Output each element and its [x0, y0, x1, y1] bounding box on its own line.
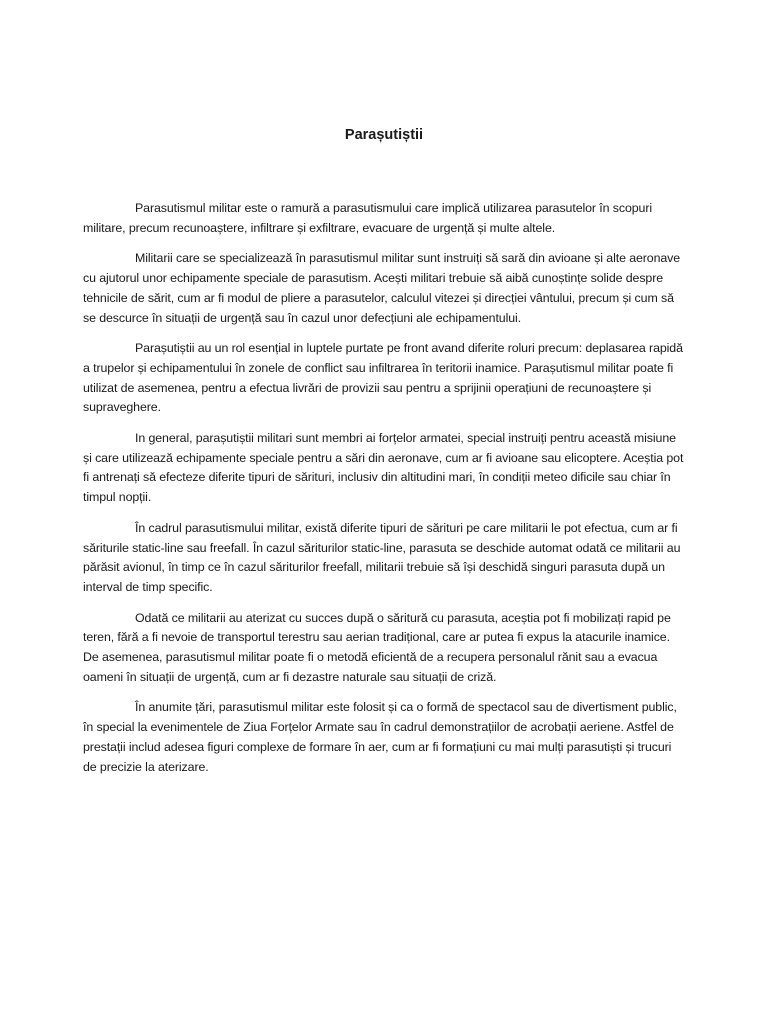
paragraph-2: Militarii care se specializează în parasutismul militar sunt instruiți să sară din avioane și alte aeronave cu ajutorul unor echipamente speciale de parasutism. Acești militari trebuie să aibă cunoștințe solide despre tehnicile de sărit, cum ar fi modul de pliere a parasutelor, calculul vitezei și direcției vântului, precum și cum să se descurce în situații de urgență sau în cazul unor defecțiuni ale echipamentului. — [83, 251, 681, 325]
paragraph-5: În cadrul parasutismului militar, există diferite tipuri de sărituri pe care militarii le pot efectua, cum ar fi săriturile static-line sau freefall. În cazul săriturilor static-line, parasuta se deschide automat odată ce militarii au părăsit avionul, în timp ce în cazul săriturilor freefall, militarii trebuie să își deschidă singuri parasuta după un interval de timp specific. — [83, 520, 681, 594]
document-title: Parașutiștii — [344, 127, 424, 143]
document-body — [83, 199, 687, 788]
paragraph-6: Odată ce militarii au aterizat cu succes după o săritură cu parasuta, aceștia pot fi mobilizați rapid pe teren, fără a fi nevoie de transportul terestru sau aerian tradițional, care ar putea fi expus la atacurile inamice. De asemenea, parasutismul militar poate fi o metodă eficientă de a recupera personalul rănit sau a evacua oameni în situații de urgență, cum ar fi dezastre naturale sau situații de criză. — [83, 610, 671, 684]
paragraph-4: In general, parașutiștii militari sunt membri ai forțelor armatei, special instruiți pentru această misiune și care utilizează echipamente speciale pentru a sări din aeronave, cum ar fi avioane sau elicoptere. Aceștia pot fi antrenați să efecteze diferite tipuri de sărituri, inclusiv din altitudini mari, în condiții meteo dificile sau chiar în timpul nopții. — [83, 431, 684, 505]
paragraph-1: Parasutismul militar este o ramură a parasutismului care implică utilizarea parasutelor în scopuri militare, precum recunoaștere, infiltrare și exfiltrare, evacuare de urgență și multe altele. — [83, 201, 653, 235]
paragraph-3: Parașutiștii au un rol esențial in luptele purtate pe front avand diferite roluri precum: deplasarea rapidă a trupelor și echipamentului în zonele de conflict sau infiltrarea în teritorii inamice. Parașutismul militar poate fi utilizat de asemenea, pentru a efectua livrări de provizii sau pentru a sprijinii operațiuni de recunoaștere și supraveghere. — [83, 341, 683, 415]
paragraph-7: În anumite țări, parasutismul militar este folosit și ca o formă de spectacol sau de divertisment public, în special la evenimentele de Ziua Forțelor Armate sau în cadrul demonstrațiilor de acrobații aeriene. Astfel de prestații includ adesea figuri complexe de formare în aer, cum ar fi formațiuni cu mai mulți parasutiști și trucuri de precizie la aterizare. — [83, 700, 677, 774]
